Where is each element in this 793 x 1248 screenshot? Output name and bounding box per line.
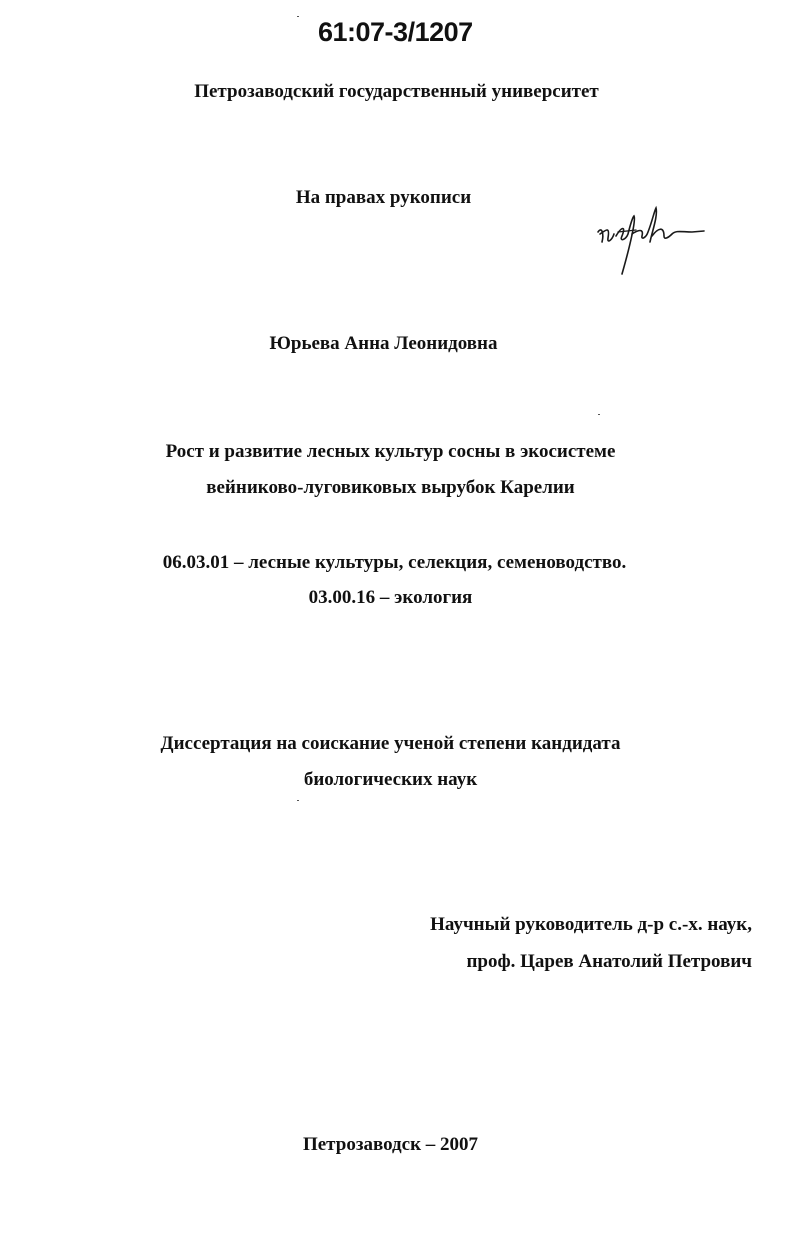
scan-speck [297,16,299,17]
manuscript-note: На правах рукописи [295,187,472,208]
title-line-1: Рост и развитие лесных культур сосны в экосистеме [165,441,616,462]
author-name: Юрьева Анна Леонидовна [269,333,498,354]
scan-speck [297,800,299,801]
degree-line-1: Диссертация на соискание ученой степени кандидата [160,733,621,754]
handwritten-signature-icon [592,196,710,280]
degree-line-2: биологических наук [303,769,478,790]
scan-speck [598,414,600,415]
archive-code: 61:07-3/1207 [318,17,473,47]
supervisor-line-2: проф. Царев Анатолий Петрович [466,951,752,972]
university-name: Петрозаводский государственный университет [194,81,599,102]
title-line-2: вейниково-луговиковых вырубок Карелии [206,477,575,498]
specialty-code-1: 06.03.01 – лесные культуры, селекция, семеноводство. [162,552,627,573]
supervisor-line-1: Научный руководитель д-р с.-х. наук, [430,914,752,935]
specialty-code-2: 03.00.16 – экология [308,587,473,608]
city-year: Петрозаводск – 2007 [302,1134,479,1155]
